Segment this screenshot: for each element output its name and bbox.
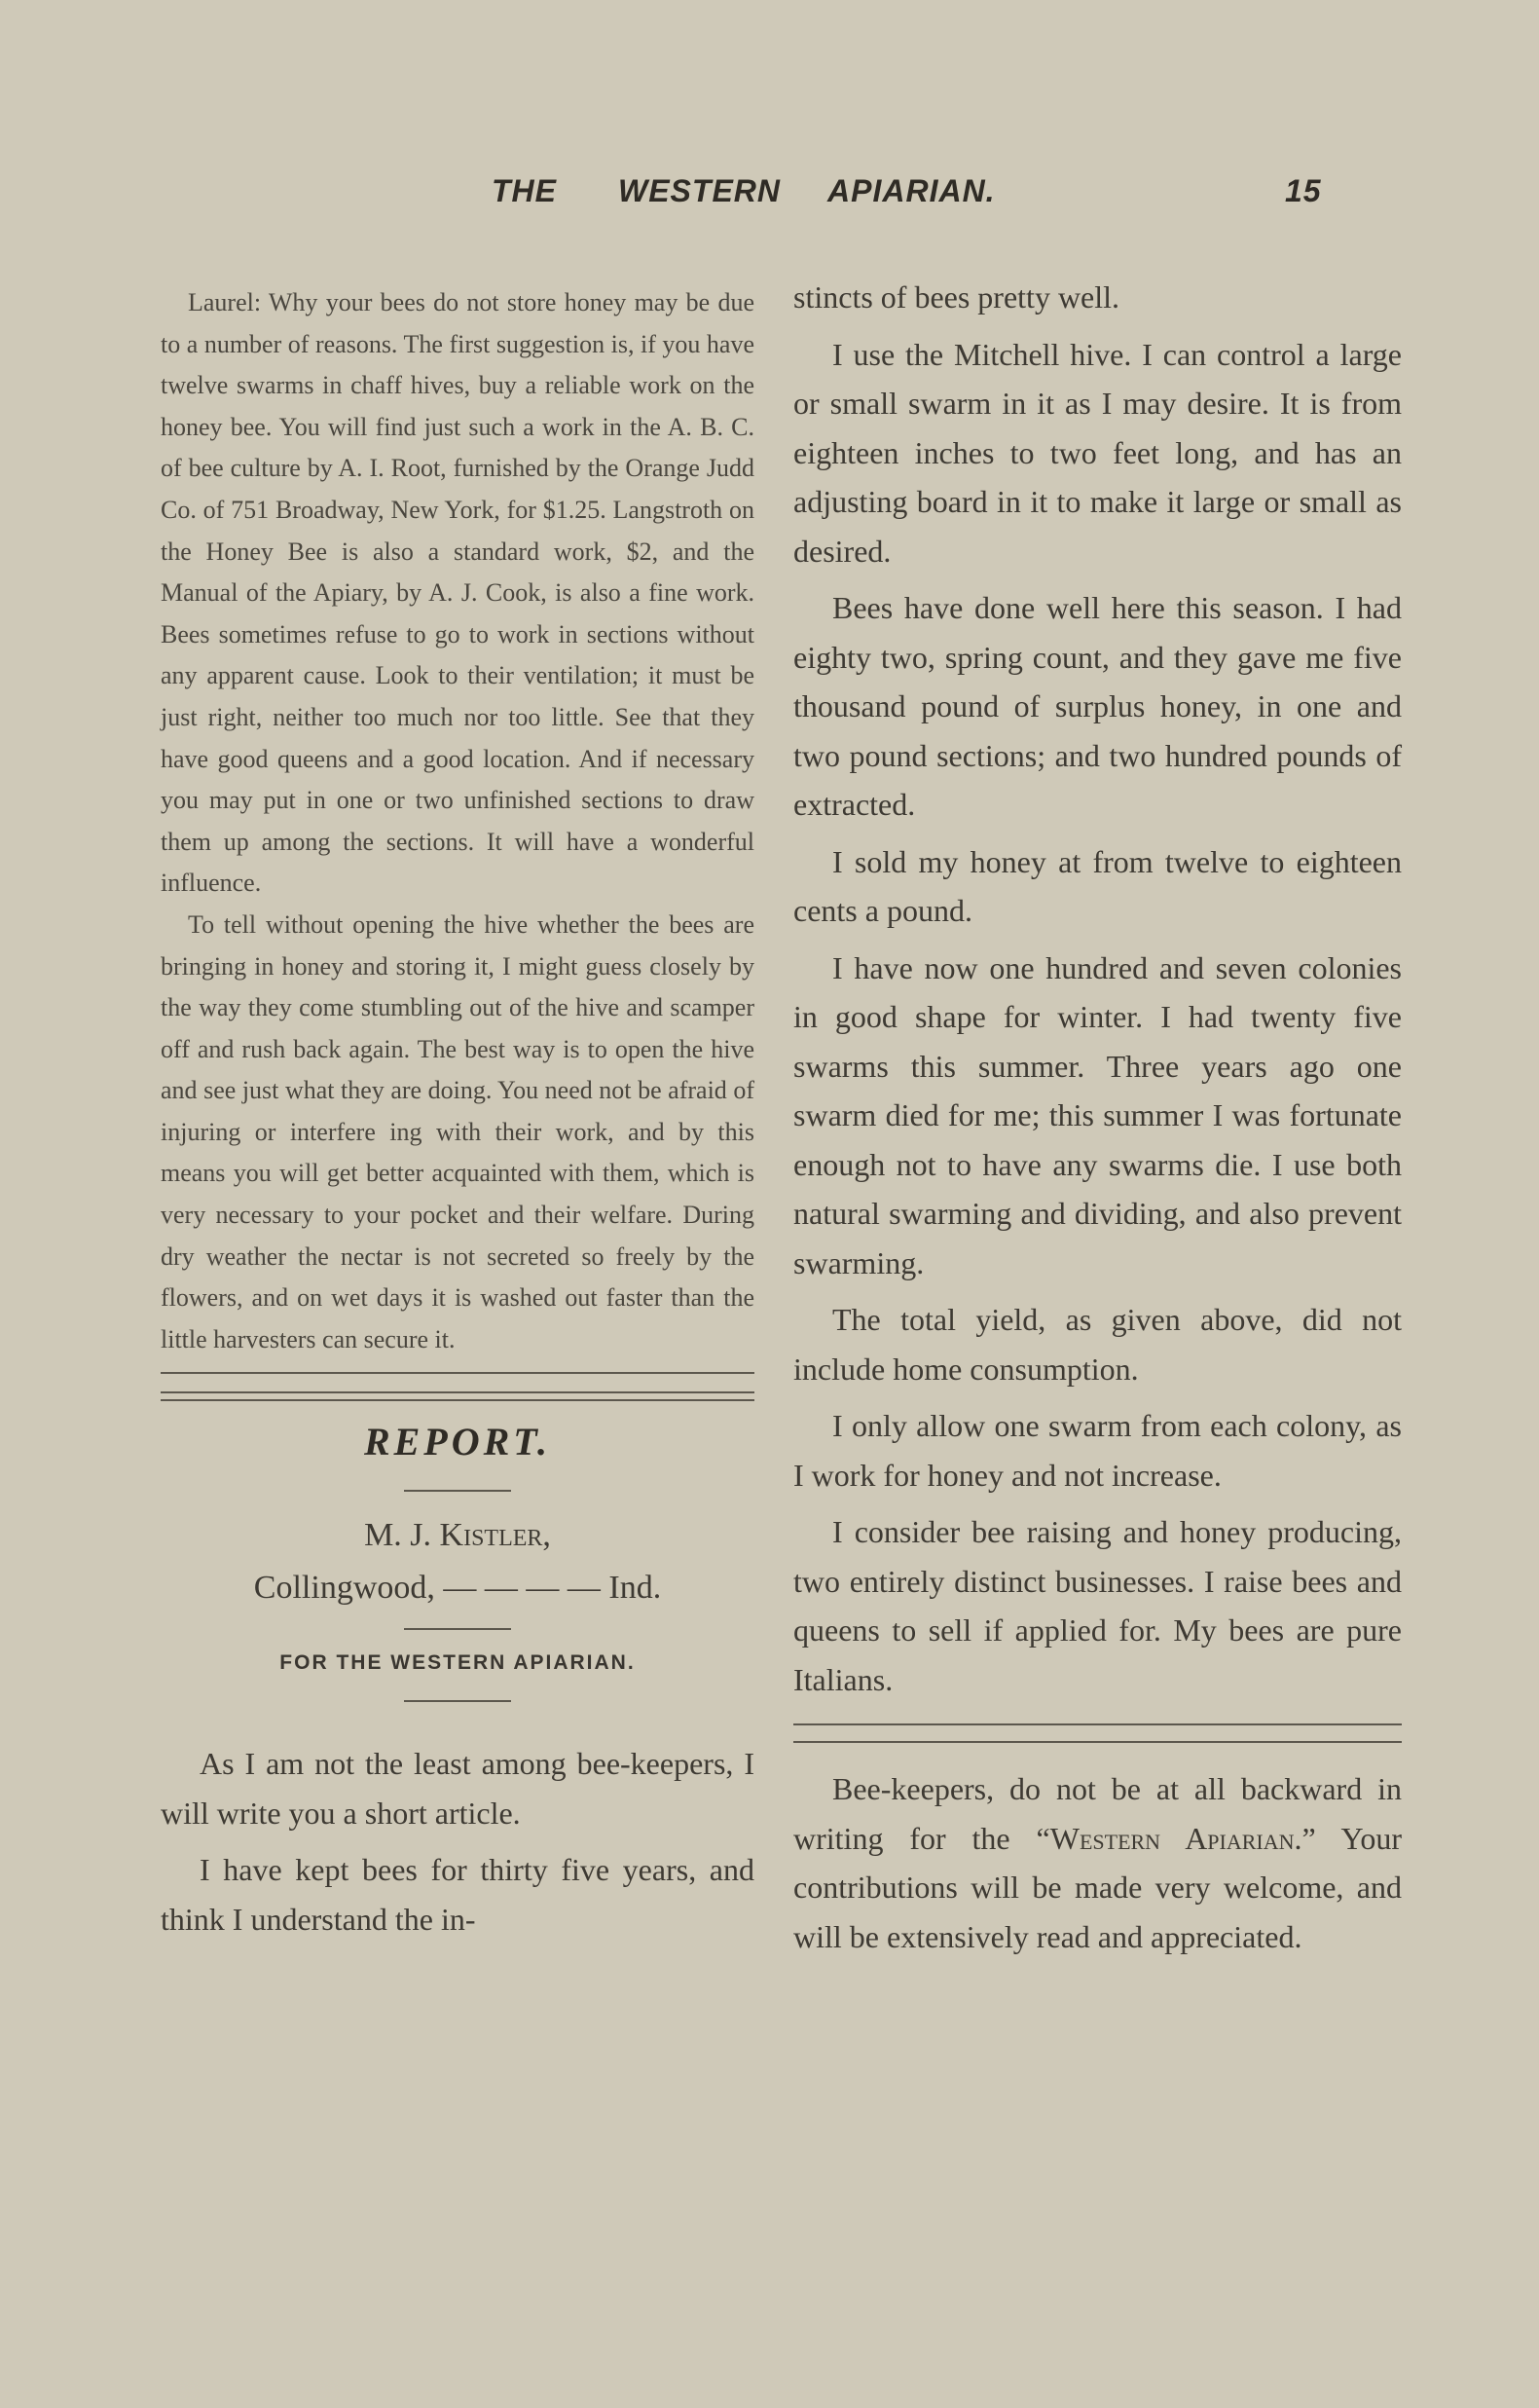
header-title-western: WESTERN <box>618 173 781 208</box>
report-short-rule-3 <box>404 1700 511 1702</box>
report-paragraph-italians: I consider bee raising and honey producing, two entirely distinct businesses. I raise bees and queens to sell if applied for. My bees are pure Italians. <box>793 1514 1402 1697</box>
section-divider-double <box>161 1391 754 1401</box>
report-author: M. J. Kistler, <box>364 1517 551 1554</box>
right-column <box>793 273 1402 1969</box>
notice-text-before: Bee-keepers, do not be at all backward in writing for the “ <box>793 1771 1402 1856</box>
report-short-rule-2 <box>404 1628 511 1630</box>
report-paragraph-1: As I am not the least among bee-keepers, I will write you a short article. <box>161 1746 754 1831</box>
answer-paragraph-laurel: Laurel: Why your bees do not store honey may be due to a number of reasons. The first suggestion is, if you have twelve swarms in chaff hives, buy a reliable work on the honey bee. You will find just such a work in the A. B. C. of bee culture by A. I. Root, furnished by the Orange Judd Co. of 751 Broadway, New York, for $1.25. Langstroth on the Honey Bee is also a standard work, $2, and the Manual of the Apiary, by A. J. Cook, is also a fine work. Bees sometimes refuse to go to work in sections without any apparent cause. Look to their ventilation; it must be just right, neither too much nor too little. See that they have good queens and a good location. And if necessary you may put in one or two unfinished sections to draw them up among the sections. It will have a wonderful influence. <box>161 288 754 898</box>
report-short-rule-1 <box>404 1490 511 1492</box>
report-location: Collingwood, — — — — Ind. <box>253 1570 662 1607</box>
header-title-apiarian: APIARIAN. <box>827 173 996 208</box>
page-header <box>0 164 1539 222</box>
answer-paragraph-hive: To tell without opening the hive whether the bees are bringing in honey and storing it, I might guess closely by the way they come stumbling out of the hive and scamper off and rush back again. The best way is to open the hive and see just what they are doing. You need not be afraid of injuring or interfere ing with their work, and by this means you will get better acquainted with them, which is very necessary to your pocket and their welfare. During dry weather the nectar is not secreted so freely by the flowers, and on wet days it is washed out faster than the little harvesters can secure it. <box>161 909 754 1353</box>
report-title: REPORT. <box>363 1420 552 1464</box>
page-number: 15 <box>1285 173 1322 208</box>
header-title-the: THE <box>492 173 557 208</box>
notice-paragraph <box>793 1764 1402 1961</box>
notice-publication: Western Apiarian <box>1049 1820 1295 1856</box>
report-paragraph-yield: The total yield, as given above, did not include home consumption. <box>793 1302 1402 1387</box>
report-paragraph-price: I sold my honey at from twelve to eighteen cents a pound. <box>793 843 1402 928</box>
report-byline: FOR THE WESTERN APIARIAN. <box>279 1651 636 1675</box>
section-divider-top <box>161 1372 754 1374</box>
report-paragraph-season: Bees have done well here this season. I had eighty two, spring count, and they gave me five thousand pound of surplus honey, in one and two pound sections; and two hundred pounds of extracted. <box>793 590 1402 822</box>
report-paragraph-swarm: I only allow one swarm from each colony, as I work for honey and not increase. <box>793 1408 1402 1493</box>
report-paragraph-colonies: I have now one hundred and seven colonies in good shape for winter. I had twenty five swarms this summer. Three years ago one swarm died for me; this summer I was fortunate enough not to have any swarms die. I use both natural swarming and dividing, and also prevent swarming. <box>793 949 1402 1280</box>
notice-divider-top <box>793 1723 1402 1725</box>
report-continued-paragraph: stincts of bees pretty well. <box>793 279 1120 315</box>
notice-divider-bottom <box>793 1741 1402 1743</box>
left-column <box>161 282 754 1951</box>
report-paragraph-2: I have kept bees for thirty five years, and think I understand the in- <box>161 1852 754 1937</box>
notice-text-after: .” Your contributions will be made very welcome, and will be extensively read and appreciated. <box>793 1820 1403 1954</box>
report-paragraph-hive: I use the Mitchell hive. I can control a large or small swarm in it as I may desire. It is from eighteen inches to two feet long, and has an adjusting board in it to make it large or small as desired. <box>793 336 1402 569</box>
